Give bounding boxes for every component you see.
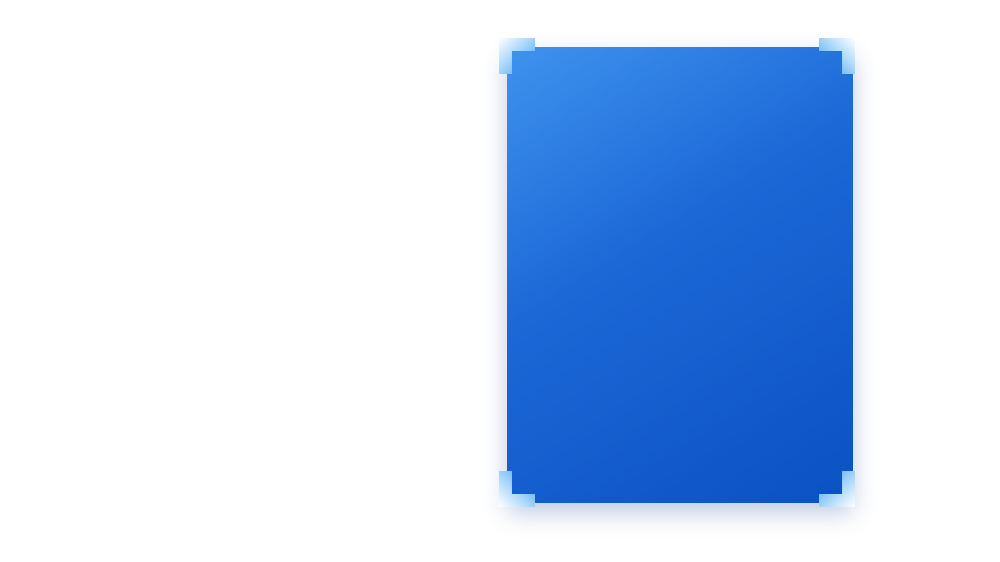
certificate-frame [507, 47, 853, 503]
